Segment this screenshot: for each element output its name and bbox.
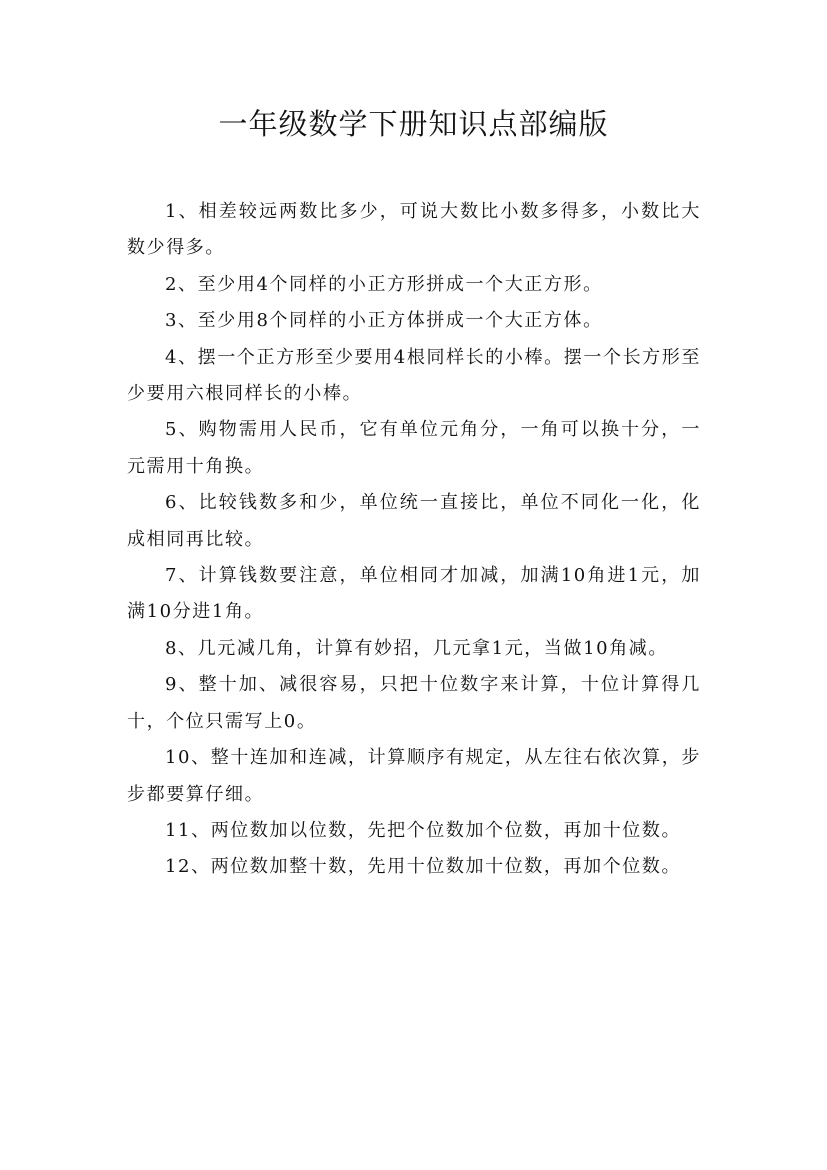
paragraph-7: 7、计算钱数要注意，单位相同才加减，加满10角进1元，加满10分进1角。 [127,565,701,623]
paragraph-11: 11、两位数加以位数，先把个位数加个位数，再加十位数。 [165,819,682,841]
paragraph-4: 4、摆一个正方形至少要用4根同样长的小棒。摆一个长方形至少要用六根同样长的小棒。 [127,346,701,405]
document-title: 一年级数学下册知识点部编版 [218,107,609,141]
paragraph-3: 3、至少用8个同样的小正方体拼成一个大正方体。 [165,310,603,332]
document-body [127,194,701,886]
paragraph-6: 6、比较钱数多和少，单位统一直接比，单位不同化一化，化成相同再比较。 [127,492,701,550]
paragraph-10: 10、整十连加和连减，计算顺序有规定，从左往右依次算，步步都要算仔细。 [127,747,701,805]
paragraph-1: 1、相差较远两数比多少，可说大数比小数多得多，小数比大数少得多。 [127,201,701,259]
paragraph-12: 12、两位数加整十数，先用十位数加十位数，再加个位数。 [165,856,682,878]
paragraph-2: 2、至少用4个同样的小正方形拼成一个大正方形。 [165,273,603,295]
paragraph-8: 8、几元减几角，计算有妙招，几元拿1元，当做10角减。 [165,637,669,659]
paragraph-5: 5、购物需用人民币，它有单位元角分，一角可以换十分，一元需用十角换。 [127,419,701,477]
paragraph-9: 9、整十加、减很容易，只把十位数字来计算，十位计算得几十，个位只需写上0。 [127,674,701,732]
